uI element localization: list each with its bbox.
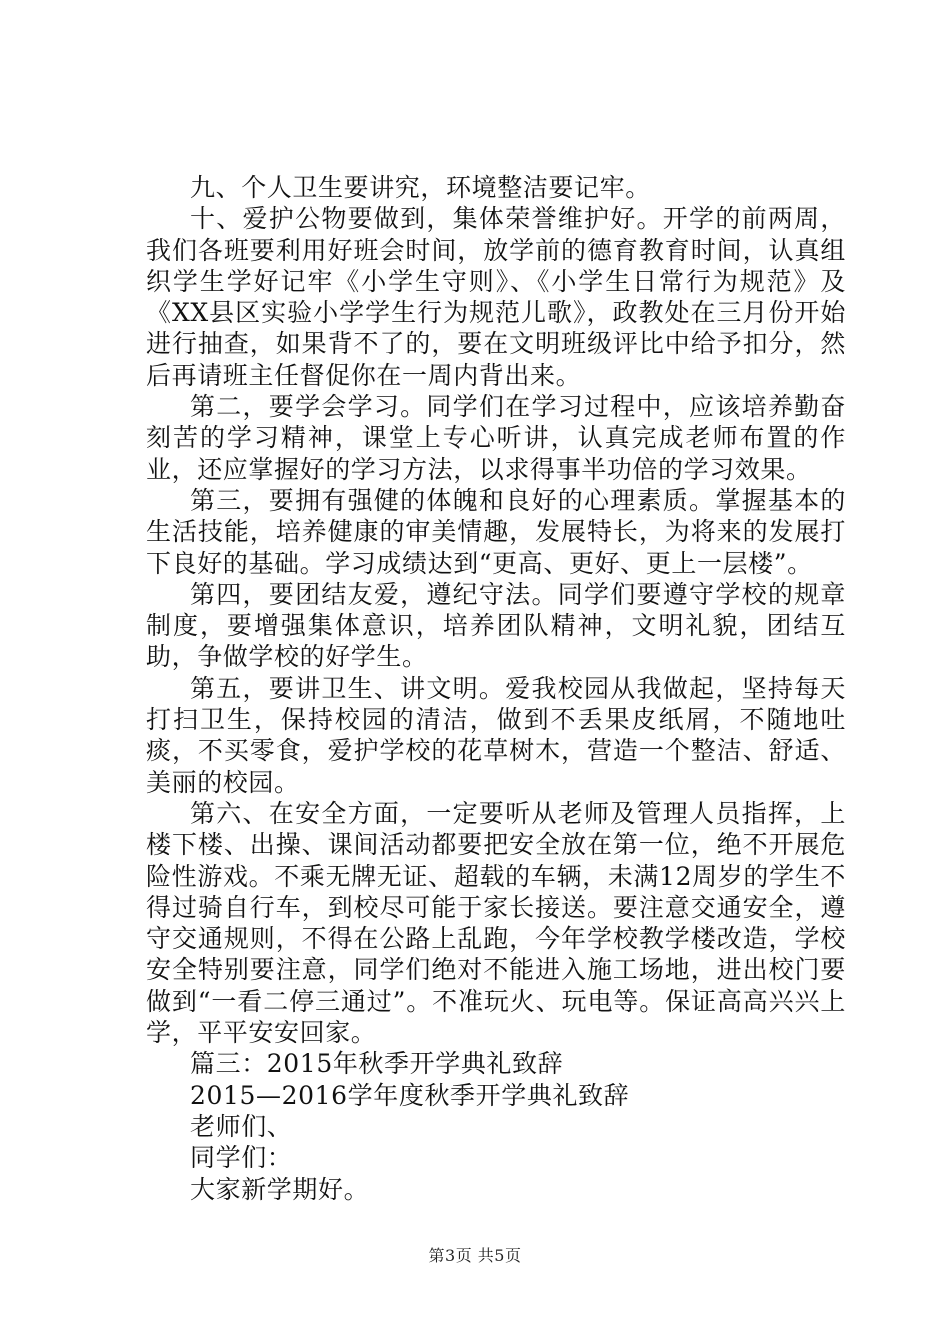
paragraph-third-health: 第三，要拥有强健的体魄和良好的心理素质。掌握基本的生活技能，培养健康的审美情趣，发展特长，为将来的发展打下良好的基础。学习成绩达到“更高、更好、更上一层楼”。	[146, 485, 846, 578]
document-body	[146, 172, 846, 1205]
speech-title: 2015—2016学年度秋季开学典礼致辞	[190, 1080, 630, 1110]
section-heading: 篇三：2015年秋季开学典礼致辞	[190, 1049, 564, 1079]
paragraph-second-learning: 第二，要学会学习。同学们在学习过程中，应该培养勤奋刻苦的学习精神，课堂上专心听讲，认真完成老师布置的作业，还应掌握好的学习方法，以求得事半功倍的学习效果。	[146, 392, 846, 484]
salutation-teachers: 老师们、	[190, 1111, 293, 1141]
paragraph-fifth-hygiene: 第五，要讲卫生、讲文明。爱我校园从我做起，坚持每天打扫卫生，保持校园的清洁，做到不丢果皮纸屑，不随地吐痰，不买零食，爱护学校的花草树木，营造一个整洁、舒适、美丽的校园。	[146, 673, 846, 797]
salutation-students: 同学们：	[190, 1143, 293, 1173]
page-footer: 第3页 共5页	[428, 1246, 522, 1265]
paragraph-item-9: 九、个人卫生要讲究，环境整洁要记牢。	[190, 173, 651, 202]
paragraph-fourth-unity: 第四，要团结友爱，遵纪守法。同学们要遵守学校的规章制度，要增强集体意识，培养团队精神，文明礼貌，团结互助，争做学校的好学生。	[146, 579, 846, 672]
paragraph-item-10: 十、爱护公物要做到，集体荣誉维护好。开学的前两周，我们各班要利用好班会时间，放学前的德育教育时间，认真组织学生学好记牢《小学生守则》、《小学生日常行为规范》及《XX县区实验小学学生行为规范儿歌》，政教处在三月份开始进行抽查，如果背不了的，要在文明班级评比中给予扣分，然后再请班主任督促你在一周内背出来。	[146, 204, 846, 390]
paragraph-sixth-safety: 第六、在安全方面，一定要听从老师及管理人员指挥，上楼下楼、出操、课间活动都要把安全放在第一位，绝不开展危险性游戏。不乘无牌无证、超载的车辆，未满12周岁的学生不得过骑自行车，到校尽可能于家长接送。要注意交通安全，遵守交通规则，不得在公路上乱跑，今年学校教学楼改造，学校安全特别要注意，同学们绝对不能进入施工场地，进出校门要做到“一看二停三通过”。不准玩火、玩电等。保证高高兴兴上学，平平安安回家。	[146, 798, 846, 1048]
greeting: 大家新学期好。	[190, 1174, 370, 1204]
